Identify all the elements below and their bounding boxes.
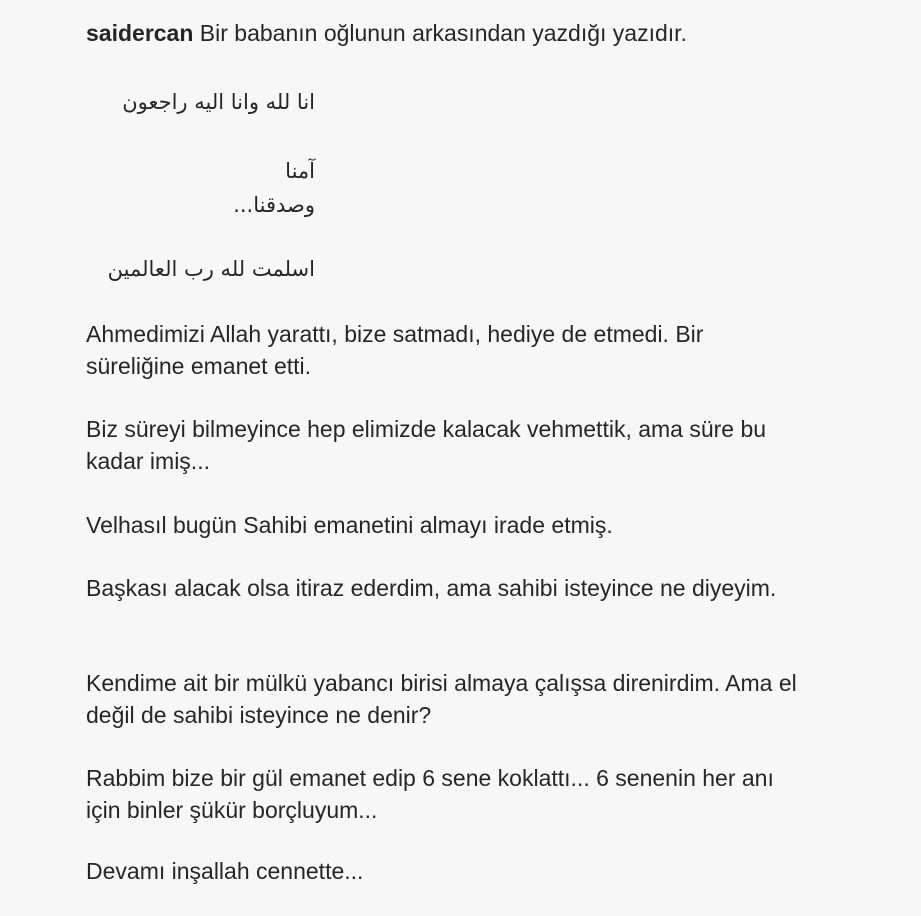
caption-headline: Bir babanın oğlunun arkasından yazdığı yazıdır. (199, 20, 687, 46)
paragraph-6: Rabbim bize bir gül emanet edip 6 sene koklattı... 6 senenin her anı için binler şükür borçluyum... (86, 765, 774, 823)
paragraph-4: Başkası alacak olsa itiraz ederdim, ama sahibi isteyince ne diyeyim. (86, 575, 777, 601)
arabic-line-4: اسلمت لله رب العالمين (107, 257, 315, 281)
paragraph-7: Devamı inşallah cennette... (86, 858, 364, 884)
paragraph-3: Velhasıl bugün Sahibi emanetini almayı irade etmiş. (86, 512, 613, 538)
arabic-line-3: وصدقنا... (233, 193, 315, 217)
arabic-line-2: آمنا (285, 159, 315, 183)
paragraph-5: Kendime ait bir mülkü yabancı birisi almaya çalışsa direnirdim. Ama el değil de sahibi isteyince ne denir? (86, 670, 797, 728)
paragraph-2: Biz süreyi bilmeyince hep elimizde kalacak vehmettik, ama süre bu kadar imiş... (86, 416, 767, 474)
username-link[interactable]: saidercan (86, 20, 194, 46)
paragraph-1: Ahmedimizi Allah yarattı, bize satmadı, hediye de etmedi. Bir süreliğine emanet etti. (86, 321, 704, 379)
caption-header (86, 18, 687, 48)
arabic-line-1: انا لله وانا اليه راجعون (122, 90, 315, 114)
